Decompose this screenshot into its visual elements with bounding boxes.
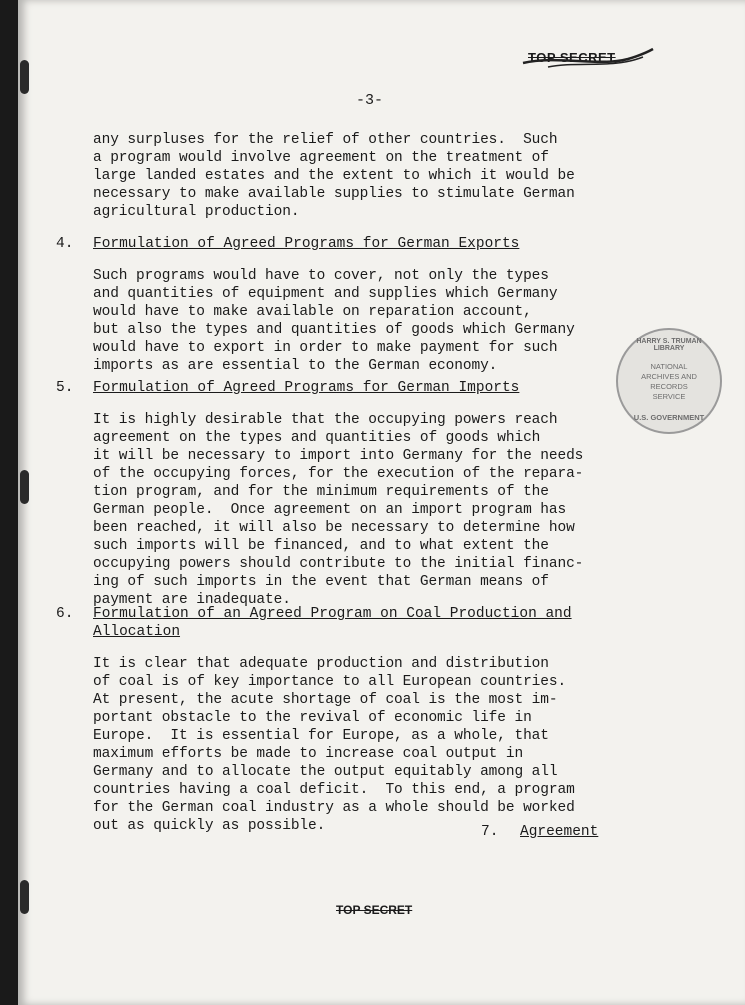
body-line: payment are inadequate.: [93, 592, 291, 608]
binder-hole: [20, 60, 29, 94]
body-line: It is clear that adequate production and distribution: [93, 656, 549, 672]
body-line: Europe. It is essential for Europe, as a whole, that: [93, 728, 549, 744]
body-line: it will be necessary to import into Germany for the needs: [93, 448, 584, 464]
body-line: It is highly desirable that the occupying powers reach: [93, 412, 558, 428]
page-number: -3-: [356, 92, 384, 109]
body-line: portant obstacle to the revival of economic life in: [93, 710, 532, 726]
body-line: Germany and to allocate the output equitably among all: [93, 764, 558, 780]
seal-line: RECORDS: [650, 382, 688, 391]
body-line: Such programs would have to cover, not only the types: [93, 268, 549, 284]
document-page: [18, 0, 745, 1005]
binder-hole: [20, 470, 29, 504]
body-line: large landed estates and the extent to which it would be: [93, 168, 575, 184]
section-heading: Formulation of Agreed Programs for German Imports: [93, 380, 520, 396]
section-heading: Formulation of Agreed Programs for German Exports: [93, 236, 520, 252]
body-line: of the occupying forces, for the execution of the repara-: [93, 466, 584, 482]
body-line: would have to export in order to make payment for such: [93, 340, 558, 356]
binder-hole: [20, 880, 29, 914]
section-number: 6.: [56, 606, 74, 622]
body-line: been reached, it will also be necessary to determine how: [93, 520, 575, 536]
body-line: out as quickly as possible.: [93, 818, 326, 834]
body-line: German people. Once agreement on an import program has: [93, 502, 567, 518]
body-line: would have to make available on reparation account,: [93, 304, 532, 320]
body-line: tion program, and for the minimum requirements of the: [93, 484, 549, 500]
body-line: necessary to make available supplies to stimulate German: [93, 186, 575, 202]
seal-line: ARCHIVES AND: [641, 372, 697, 381]
body-line: any surpluses for the relief of other countries. Such: [93, 132, 558, 148]
archives-seal: [616, 328, 722, 434]
top-secret-stamp: TOP SECRET: [528, 50, 616, 65]
top-secret-stamp-footer: TOP SECRET: [336, 903, 413, 917]
strikethrough-scribble-icon: [518, 45, 658, 75]
seal-line: SERVICE: [652, 392, 686, 401]
body-line: imports as are essential to the German economy.: [93, 358, 498, 374]
body-line: maximum efforts be made to increase coal output in: [93, 746, 524, 762]
catchword-number: 7.: [481, 824, 499, 840]
seal-arc-top: HARRY S. TRUMAN LIBRARY: [636, 338, 702, 352]
body-line: occupying powers should contribute to the initial financ-: [93, 556, 584, 572]
body-line: agricultural production.: [93, 204, 300, 220]
section-number: 4.: [56, 236, 74, 252]
section-heading: Allocation: [93, 624, 181, 640]
body-line: agreement on the types and quantities of goods which: [93, 430, 541, 446]
body-line: At present, the acute shortage of coal is the most im-: [93, 692, 558, 708]
body-line: for the German coal industry as a whole should be worked: [93, 800, 575, 816]
seal-arc-bottom: U.S. GOVERNMENT: [633, 413, 705, 422]
body-line: such imports will be financed, and to what extent the: [93, 538, 549, 554]
catchword: Agreement: [520, 824, 599, 840]
section-heading: Formulation of an Agreed Program on Coal Production and: [93, 606, 572, 622]
body-line: and quantities of equipment and supplies which Germany: [93, 286, 558, 302]
section-number: 5.: [56, 380, 74, 396]
body-line: of coal is of key importance to all European countries.: [93, 674, 567, 690]
body-line: a program would involve agreement on the treatment of: [93, 150, 549, 166]
body-line: countries having a coal deficit. To this end, a program: [93, 782, 575, 798]
body-line: ing of such imports in the event that German means of: [93, 574, 549, 590]
seal-line: NATIONAL: [650, 362, 688, 371]
body-line: but also the types and quantities of goods which Germany: [93, 322, 575, 338]
